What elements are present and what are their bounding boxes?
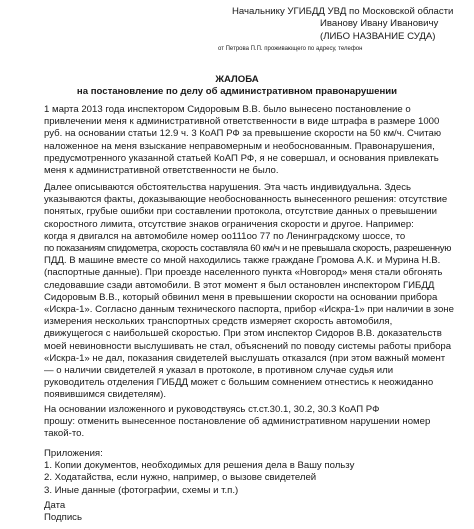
- paragraph-circumstances: [44, 182, 462, 402]
- text-line: «Искра-1» не дал, показания свидетелей выслушать отказался (при этом важный момент: [44, 352, 446, 364]
- text-line: следовавшие сзади автомобили. В этот момент я был остановлен инспектором ГИБДД: [44, 279, 435, 291]
- date-label: Дата: [44, 500, 66, 511]
- text-line: движущегося с наибольшей скоростью. При этом инспектор Сидоров В.В. доказательств: [44, 328, 442, 340]
- text-line: руководитель отделения ГИБДД может с большим сомнением отнестись к неожиданно: [44, 377, 434, 389]
- text-line: На основании изложенного и руководствуясь ст.ст.30.1, 30.2, 30.3 КоАП РФ: [44, 404, 380, 415]
- attachments-heading: Приложения:: [44, 448, 103, 459]
- text-line: наложенное на меня взыскание неправомерным и необоснованным. Правонарушения,: [44, 140, 435, 152]
- attachment-item: 2. Ходатайства, если нужно, например, о вызове свидетелей: [44, 472, 317, 484]
- text-line: руб. на основании статьи 12.9 ч. 3 КоАП РФ за превышение скорости на 50 км/ч. Считаю: [44, 128, 442, 140]
- addressee-line: от Петрова П.П. проживающего по адресу, телефон: [218, 46, 363, 53]
- signature-block: [44, 500, 462, 524]
- text-line: появившимся свидетелям).: [44, 389, 167, 401]
- text-line: ПДД. В машине вместе со мной находились также граждане Громова А.К. и Мурина Н.В.: [44, 255, 441, 267]
- addressee-line: Иванову Ивану Ивановичу: [320, 18, 439, 30]
- text-line: по показаниям спидометра, скорость составляла 60 км/ч и не превышала скорость, разрешенную: [44, 243, 452, 255]
- document-title: ЖАЛОБА: [215, 74, 259, 85]
- attachment-item: 1. Копии документов, необходимых для решения дела в Вашу пользу: [44, 460, 355, 472]
- text-line: такой-то.: [44, 428, 85, 440]
- text-line: Далее описываются обстоятельства нарушения. Эта часть индивидуальна. Здесь: [44, 182, 412, 193]
- text-line: моей невиновности выслушивать не стал, объяснений по поводу системы работы прибора: [44, 340, 452, 352]
- text-line: — о наличии свидетелей я указал в протоколе, в противном случае судья или: [44, 365, 394, 377]
- signature-label: Подпись: [44, 512, 82, 524]
- text-line: измерения нескольких транспортных средств измеряет скорость автомобиля,: [44, 316, 393, 328]
- text-line: указываются факты, доказывающие необоснованность вынесенного решения: отсутствие: [44, 194, 448, 206]
- text-line: когда я двигался на автомобиле номер оо111оо 77 по Ленинградскому шоссе, то: [44, 230, 406, 242]
- document-subtitle: на постановление по делу об административном правонарушении: [76, 86, 398, 97]
- text-line: 1 марта 2013 года инспектором Сидоровым В.В. было вынесено постановление о: [44, 104, 411, 115]
- text-line: прошу: отменить вынесенное постановление об административном нарушении номер: [44, 416, 431, 428]
- text-line: (паспортные данные). При проезде населенного пункта «Новгород» меня стали обгонять: [44, 267, 443, 279]
- text-line: понятых, грубые ошибки при составлении протокола, отсутствие данных о превышении: [44, 206, 437, 218]
- text-line: скоростного лимита, отсутствие знаков ограничения скорости и другое. Например:: [44, 218, 414, 230]
- text-line: «Искра-1». Согласно данным технического паспорта, прибор «Искра-1» при наличии в зоне: [44, 304, 454, 316]
- text-line: предусмотренного указанной статьей КоАП РФ, я не совершал, и основания привлекать: [44, 152, 439, 164]
- attachments-list: [44, 448, 462, 497]
- paragraph-request: [44, 404, 462, 441]
- text-line: Сидоровым В.В., который обвинил меня в превышении скорости на основании прибора: [44, 291, 438, 303]
- addressee-line: Начальнику УГИБДД УВД по Московской области: [232, 6, 454, 17]
- attachment-item: 3. Иные данные (фотографии, схемы и т.п.): [44, 484, 239, 496]
- addressee-block: [218, 6, 468, 56]
- addressee-line: (ЛИБО НАЗВАНИЕ СУДА): [320, 30, 436, 42]
- text-line: меня к административной ответственности не было.: [44, 165, 279, 177]
- text-line: привлечении меня к административной ответственности в виде штрафа в размере 1000: [44, 116, 440, 128]
- paragraph-intro: [44, 104, 462, 177]
